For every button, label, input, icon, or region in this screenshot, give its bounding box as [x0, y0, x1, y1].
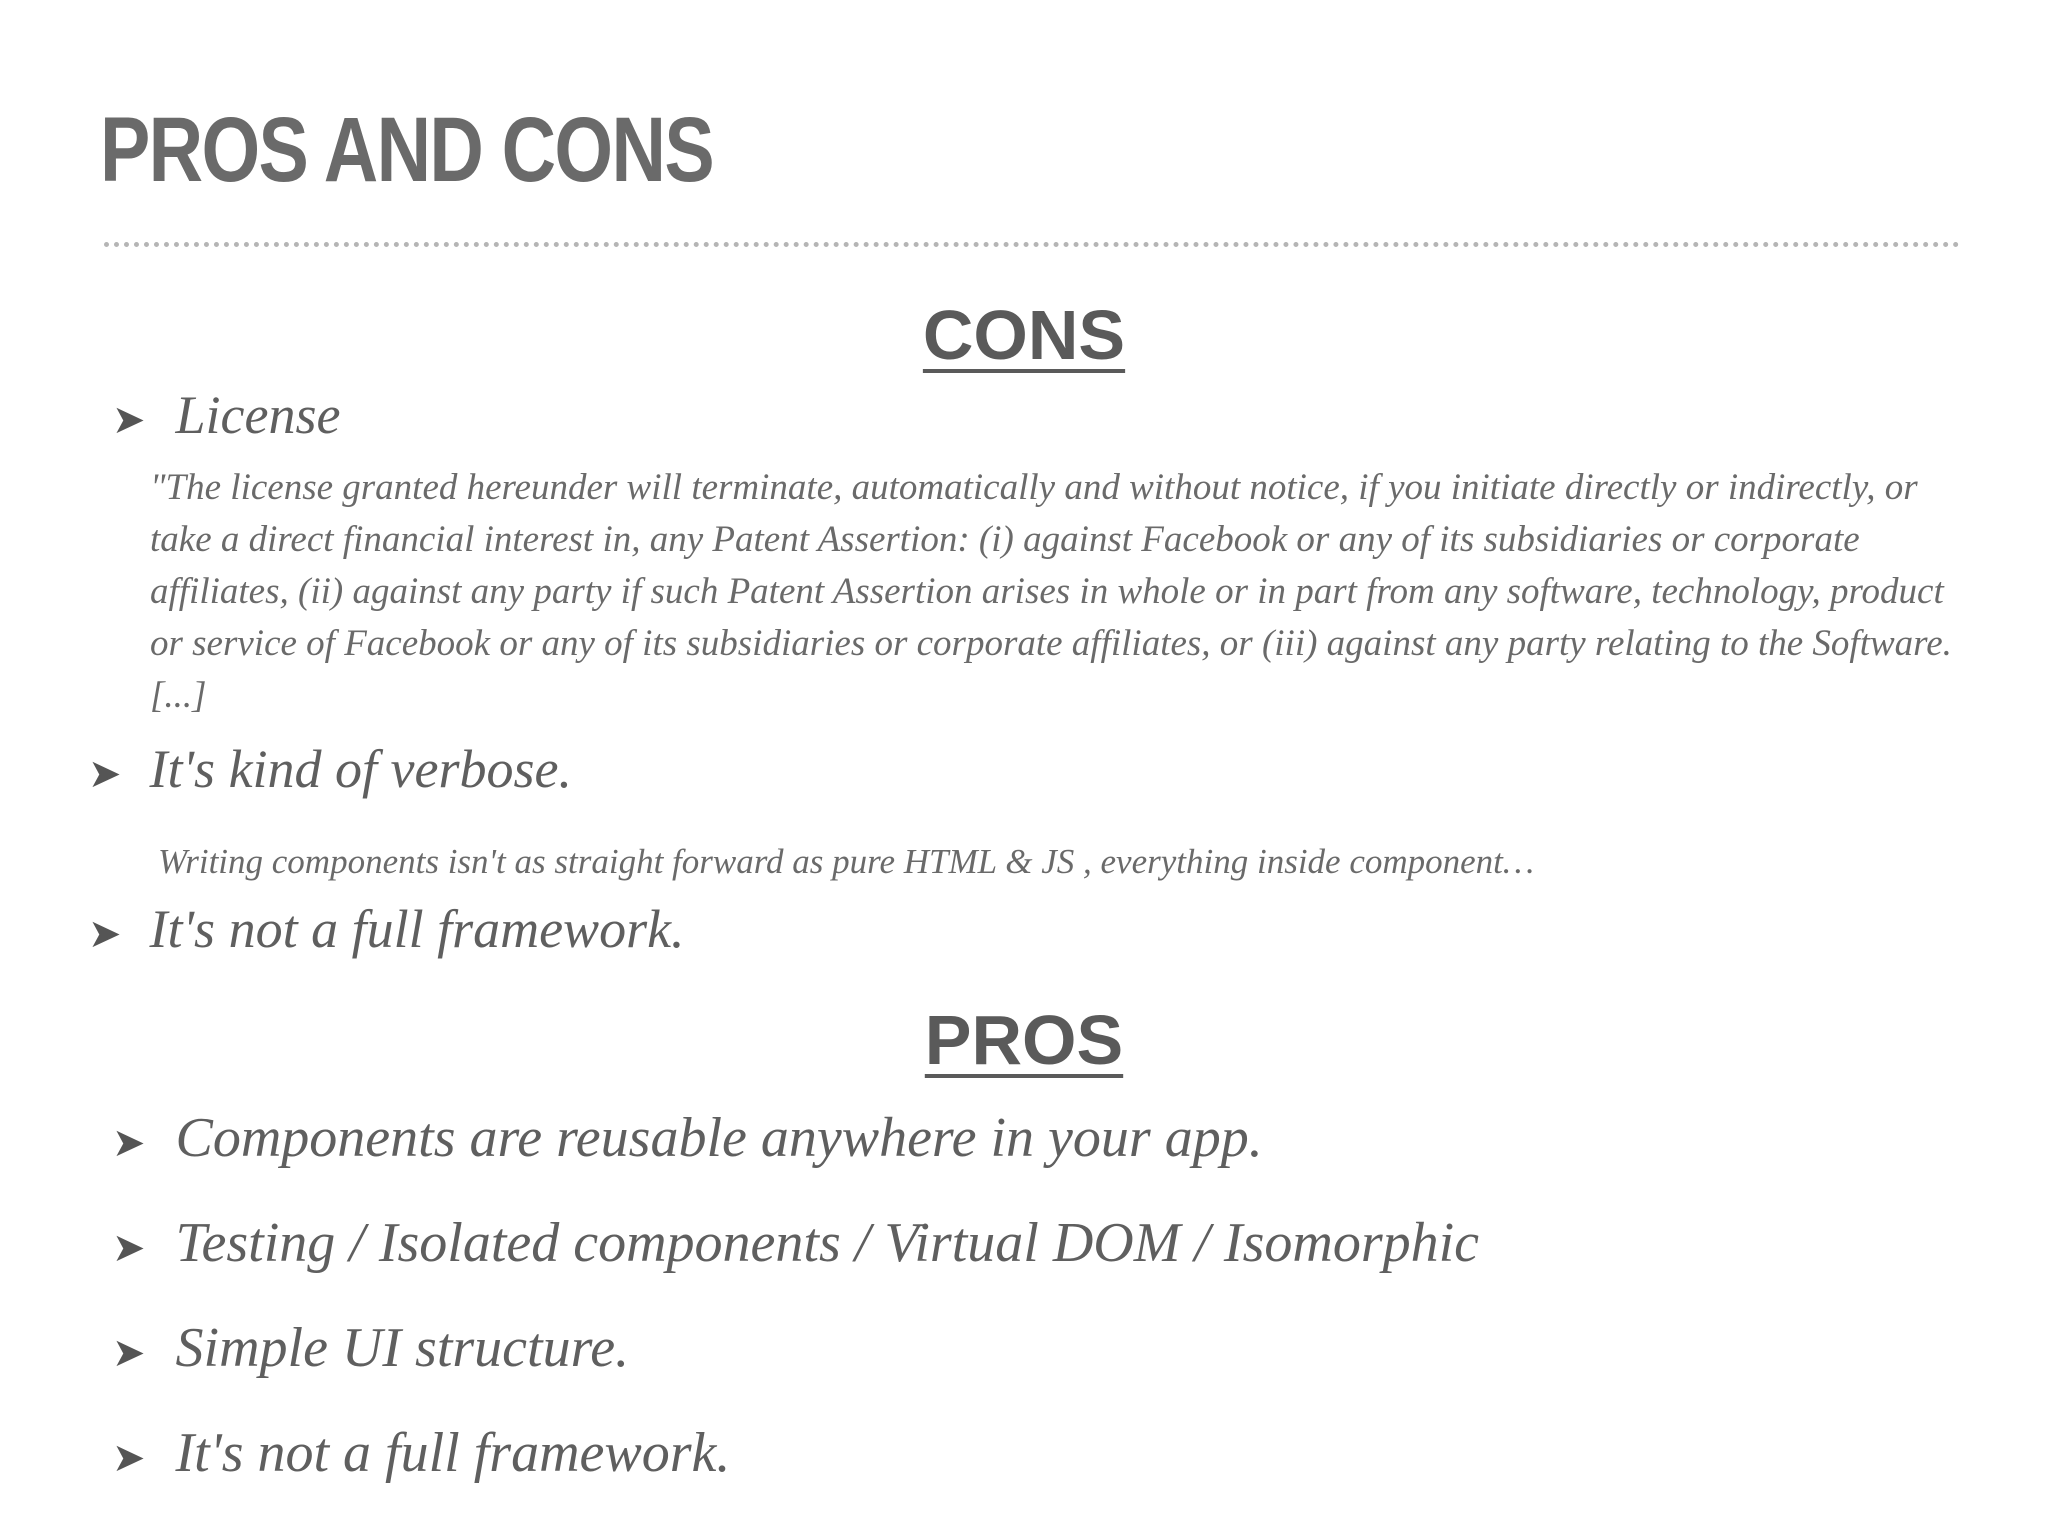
- cons-item-label: License: [175, 385, 341, 445]
- license-quote: "The license granted hereunder will terminate, automatically and without notice, if you initiate directly or indirectly, or take a direct financial interest in, any Patent Assertion: (i) against Facebook or any of its subsidiaries or corporate affiliates, (ii) against any party if such Patent Assertion arises in whole or in part from any software, technology, product or service of Facebook or any of its subsidiaries or corporate affiliates, or (iii) against any party relating to the Software. [...]: [150, 467, 1952, 716]
- pros-item: [112, 1316, 629, 1380]
- pros-item-label: Components are reusable anywhere in your app.: [175, 1107, 1263, 1169]
- cons-item-label: It's not a full framework.: [149, 899, 685, 959]
- cons-item-framework: [88, 898, 685, 960]
- pros-item: [112, 1211, 1479, 1275]
- arrow-bullet-icon: ➤: [112, 397, 146, 443]
- cons-item-verbose: [88, 738, 572, 800]
- pros-item-label: Simple UI structure.: [175, 1317, 630, 1379]
- slide-title: PROS AND CONS: [100, 99, 714, 201]
- pros-item-label: Testing / Isolated components / Virtual DOM / Isomorphic: [175, 1212, 1480, 1274]
- arrow-bullet-icon: ➤: [112, 1120, 146, 1166]
- cons-item-label: It's kind of verbose.: [149, 739, 572, 799]
- cons-item-license: [112, 384, 340, 446]
- pros-item: [112, 1106, 1263, 1170]
- arrow-bullet-icon: ➤: [88, 911, 122, 957]
- arrow-bullet-icon: ➤: [112, 1330, 146, 1376]
- arrow-bullet-icon: ➤: [88, 751, 122, 797]
- pros-heading: PROS: [924, 1001, 1124, 1079]
- cons-heading: CONS: [922, 296, 1126, 374]
- verbose-detail: Writing components isn't as straight forward as pure HTML & JS , everything inside component…: [158, 842, 1535, 881]
- arrow-bullet-icon: ➤: [112, 1225, 146, 1271]
- pros-item-label: It's not a full framework.: [175, 1422, 731, 1484]
- arrow-bullet-icon: ➤: [112, 1435, 146, 1481]
- pros-item: [112, 1421, 730, 1485]
- dotted-divider: [104, 242, 1960, 247]
